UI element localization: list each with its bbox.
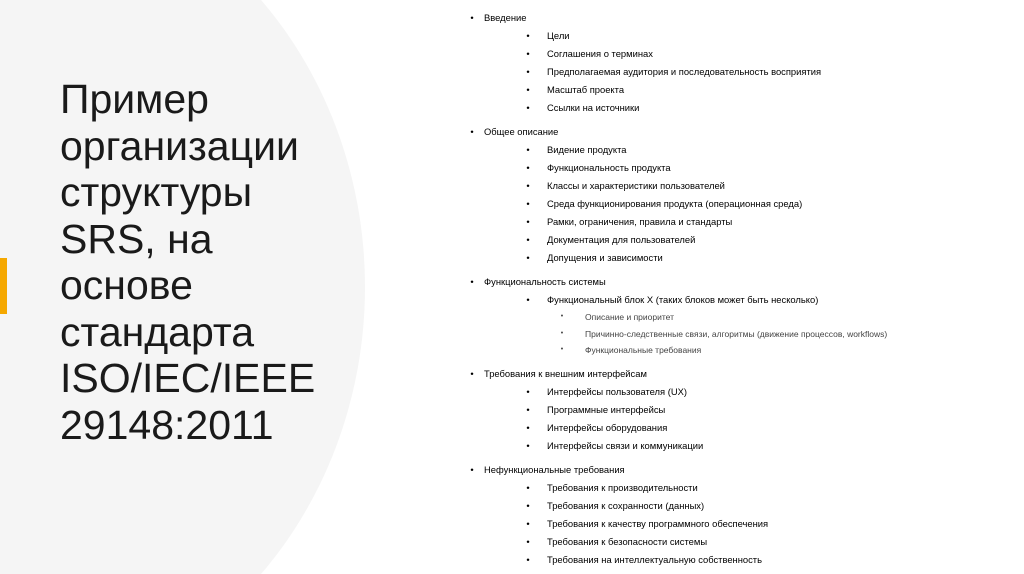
bullet-icon: • — [526, 500, 530, 512]
outline-subitem-text: Описание и приоритет — [585, 312, 674, 322]
outline-item-text: Рамки, ограничения, правила и стандарты — [547, 216, 733, 227]
outline-item — [467, 551, 1007, 569]
bullet-icon: • — [526, 30, 530, 41]
bullet-icon: • — [470, 368, 474, 380]
outline-item — [467, 99, 1007, 117]
slide-title: Пример организации структуры SRS, на основе стандарта ISO/IEC/IEEE 29148:2011 — [60, 76, 316, 448]
outline-item — [467, 383, 1007, 401]
bullet-icon: • — [526, 294, 530, 305]
bullet-icon: • — [560, 346, 564, 354]
bullet-icon: • — [526, 440, 530, 452]
bullet-icon: • — [560, 313, 564, 320]
outline-item — [467, 497, 1007, 515]
section-heading-text: Функциональность системы — [484, 276, 606, 287]
bullet-icon: • — [526, 234, 530, 245]
bullet-icon: • — [526, 554, 530, 566]
srs-outline — [467, 8, 1007, 569]
outline-item-text: Среда функционирования продукта (операционная среда) — [547, 198, 803, 209]
bullet-icon: • — [526, 536, 530, 548]
outline-section — [467, 122, 1007, 267]
bullet-icon: • — [526, 482, 530, 494]
outline-item-text: Требования к производительности — [547, 482, 698, 494]
bullet-icon: • — [470, 276, 474, 287]
outline-item-text: Требования к безопасности системы — [547, 536, 708, 548]
bullet-icon: • — [526, 386, 530, 398]
outline-section — [467, 8, 1007, 117]
outline-item-text: Видение продукта — [547, 144, 627, 155]
outline-item-text: Функциональный блок X (таких блоков может быть несколько) — [547, 294, 819, 305]
outline-item — [467, 195, 1007, 213]
outline-item-text: Интерфейсы связи и коммуникации — [547, 440, 704, 452]
outline-item — [467, 159, 1007, 177]
outline-item — [467, 213, 1007, 231]
outline-item — [467, 177, 1007, 195]
outline-item-text: Ссылки на источники — [547, 102, 640, 113]
outline-item — [467, 291, 1007, 309]
outline-item — [467, 515, 1007, 533]
accent-bar — [0, 258, 7, 314]
outline-item-text: Функциональность продукта — [547, 162, 671, 173]
outline-item-text: Требования на интеллектуальную собственность — [547, 554, 762, 566]
bullet-icon: • — [526, 48, 530, 59]
outline-item — [467, 141, 1007, 159]
outline-subitem — [467, 342, 1007, 359]
outline-subitem-text: Функциональные требования — [585, 345, 702, 356]
outline-item-text: Допущения и зависимости — [547, 252, 663, 263]
bullet-icon: • — [526, 180, 530, 191]
outline-item — [467, 249, 1007, 267]
bullet-icon: • — [560, 329, 564, 337]
outline-item-text: Интерфейсы оборудования — [547, 422, 668, 434]
outline-item — [467, 401, 1007, 419]
outline-item-text: Классы и характеристики пользователей — [547, 180, 725, 191]
bullet-icon: • — [526, 66, 530, 77]
bullet-icon: • — [470, 12, 474, 23]
outline-section — [467, 364, 1007, 455]
section-heading-text: Общее описание — [484, 126, 559, 137]
outline-subitem-text: Причинно-следственные связи, алгоритмы (движение процессов, workflows) — [585, 328, 888, 339]
bullet-icon: • — [470, 126, 474, 137]
outline-subitem — [467, 309, 1007, 326]
bullet-icon: • — [526, 198, 530, 209]
outline-section — [467, 272, 1007, 359]
outline-subitem — [467, 326, 1007, 343]
outline-item-text: Требования к качеству программного обеспечения — [547, 518, 769, 530]
outline-item — [467, 419, 1007, 437]
bullet-icon: • — [526, 252, 530, 263]
bullet-icon: • — [526, 518, 530, 530]
bullet-icon: • — [526, 102, 530, 113]
outline-section — [467, 460, 1007, 569]
outline-item — [467, 479, 1007, 497]
outline-item-text: Документация для пользователей — [547, 234, 696, 245]
outline-item-text: Соглашения о терминах — [547, 48, 653, 59]
outline-item — [467, 63, 1007, 81]
bullet-icon: • — [526, 216, 530, 227]
bullet-icon: • — [526, 162, 530, 173]
section-heading — [467, 272, 1007, 291]
section-heading — [467, 122, 1007, 141]
outline-item — [467, 81, 1007, 99]
bullet-icon: • — [470, 464, 474, 476]
section-heading — [467, 8, 1007, 27]
bullet-icon: • — [526, 84, 530, 95]
outline-item — [467, 45, 1007, 63]
outline-item-text: Предполагаемая аудитория и последовательность восприятия — [547, 66, 822, 77]
outline-item-text: Масштаб проекта — [547, 84, 625, 95]
section-heading — [467, 364, 1007, 383]
section-heading — [467, 460, 1007, 479]
outline-item-text: Интерфейсы пользователя (UX) — [547, 386, 687, 398]
outline-item-text: Требования к сохранности (данных) — [547, 500, 705, 512]
outline-item — [467, 27, 1007, 45]
outline-item — [467, 533, 1007, 551]
section-heading-text: Требования к внешним интерфейсам — [484, 368, 647, 380]
outline-item — [467, 437, 1007, 455]
outline-item-text: Цели — [547, 30, 570, 41]
bullet-icon: • — [526, 422, 530, 434]
section-heading-text: Введение — [484, 12, 527, 23]
outline-item-text: Программные интерфейсы — [547, 404, 666, 416]
section-heading-text: Нефункциональные требования — [484, 464, 625, 476]
bullet-icon: • — [526, 144, 530, 155]
outline-item — [467, 231, 1007, 249]
bullet-icon: • — [526, 404, 530, 416]
